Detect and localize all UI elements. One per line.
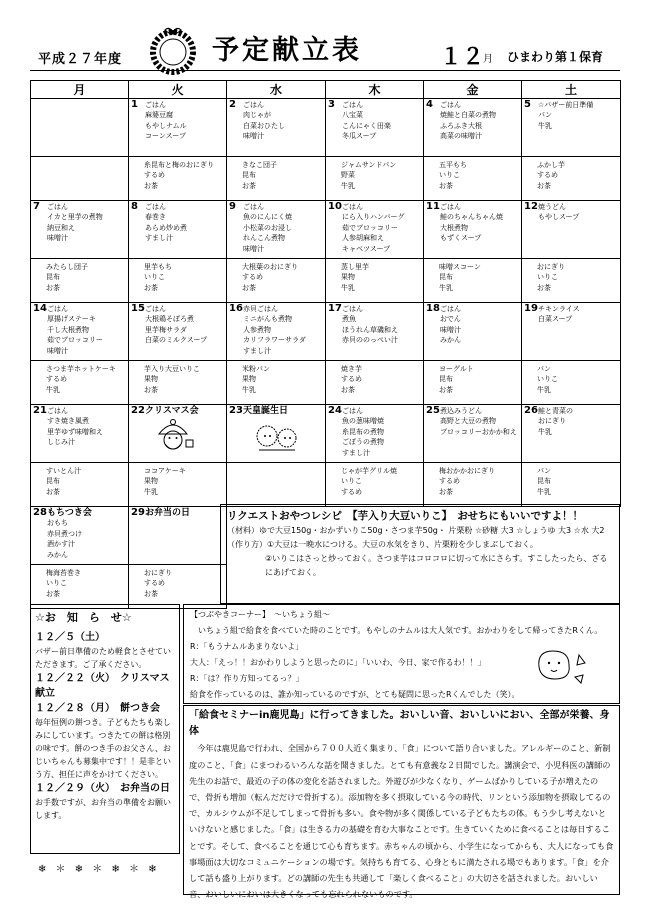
day-number: 14 xyxy=(33,303,47,314)
snack-menu: すいとん汁 昆布 お茶 xyxy=(31,463,129,507)
lunch-menu: ごはん 煮魚 ほうれん草磯和え 赤貝ののっぺい汁 xyxy=(342,305,398,345)
day-cell xyxy=(129,201,227,259)
weekday-wed: 水 xyxy=(227,81,326,99)
lunch-menu: 焼うどん もやしスープ xyxy=(538,203,580,222)
snack-menu: 蒸し里芋 果物 牛乳 xyxy=(326,259,424,303)
day-number: 1 xyxy=(131,99,138,110)
lunch-menu: ごはん にら入りハンバーグ 茹でブロッコリー 人参胡麻和え キャベツスープ xyxy=(342,203,405,253)
day-number: 12 xyxy=(524,201,538,212)
lunch-menu: ごはん 魚のにんにく焼 小松菜のお浸し れんこん煮物 味噌汁 xyxy=(243,203,292,253)
fiscal-year: 平成２７年度 xyxy=(38,52,123,67)
santa-illustration xyxy=(151,418,195,454)
day-cell xyxy=(129,507,227,565)
lunch-menu: ごはん 麻婆豆腐 もやしナムル コーンスープ xyxy=(145,101,187,141)
lunch-menu: ごはん 大根鶏そぼろ煮 里芋梅サラダ 白菜のミルクスープ xyxy=(145,305,208,345)
lunch-menu: ごはん 八宝菜 こんにゃく田楽 冬瓜スープ xyxy=(342,101,391,141)
day-number: 2 xyxy=(229,99,236,110)
day-number: 7 xyxy=(33,201,40,212)
event-label: クリスマス会 xyxy=(145,406,199,416)
weekday-fri: 金 xyxy=(424,81,522,99)
event-label: お弁当の日 xyxy=(145,508,191,518)
snack-menu: みたらし団子 昆布 お茶 xyxy=(31,259,129,303)
day-cell xyxy=(326,405,424,463)
lunch-menu: チキンライス 白菜スープ xyxy=(538,305,580,324)
lunch-menu: ごはん おでん 味噌汁 みかん xyxy=(440,305,461,345)
month-unit: 月 xyxy=(483,54,493,65)
tsubuyaki-heading: 【つぶやきコーナー】 ～いちょう組～ xyxy=(190,610,330,619)
notice-text: お手数ですが、お弁当の準備をお願いします。 xyxy=(35,798,171,820)
snack-menu: 糸昆布と梅のおにぎり するめ お茶 xyxy=(129,157,227,201)
day-cell xyxy=(129,405,227,463)
seminar-heading: 「給食セミナーin鹿児島」に行ってきました。おいしい音、おいしいにおい、全部が栄養、身体 xyxy=(189,710,610,738)
day-cell xyxy=(326,303,424,361)
sheep-illustration xyxy=(249,418,305,458)
day-number: 23 xyxy=(229,405,243,416)
day-number: 3 xyxy=(328,99,335,110)
page-title: 予定献立表 xyxy=(212,35,362,66)
snowflake-decoration: ❄ ＊ ❄ ＊ ❄ ＊ ❄ xyxy=(38,864,160,875)
day-cell xyxy=(31,201,129,259)
empty-cell xyxy=(31,99,129,157)
seminar-box xyxy=(183,705,620,900)
day-number: 10 xyxy=(328,201,342,212)
empty-cell xyxy=(31,157,129,201)
snack-menu: さつま芋ホットケーキ するめ 牛乳 xyxy=(31,361,129,405)
day-cell xyxy=(326,201,424,259)
snack-menu: ふかし芋 するめ お茶 xyxy=(522,157,621,201)
day-cell xyxy=(522,303,621,361)
day-number: 29 xyxy=(131,507,145,518)
day-number: 17 xyxy=(328,303,342,314)
snack-menu: 梅おかかおにぎり するめ お茶 xyxy=(424,463,522,507)
lunch-menu: ごはん 春巻き あらめ炒め煮 すまし汁 xyxy=(145,203,187,243)
day-cell xyxy=(424,405,522,463)
lunch-menu: ごはん 魚の葱味噌焼 糸昆布の煮物 ごぼうの煮物 すまし汁 xyxy=(342,407,384,457)
notice-heading: ☆お 知 ら せ☆ xyxy=(35,611,132,624)
snack-menu: おにぎり するめ お茶 xyxy=(129,565,227,609)
day-number: 15 xyxy=(131,303,145,314)
recipe-title: リクエストおやつレシピ 【芋入り大豆いりこ】 おせちにもいいですよ！！ xyxy=(227,510,584,522)
lunch-menu: ごはん すき焼き風煮 里芋ゆず味噌和え しじみ汁 xyxy=(47,407,103,447)
notice-date: １２／２８（月） 餅つき会 xyxy=(35,703,160,714)
snack-menu: 芋入り大豆いりこ 果物 お茶 xyxy=(129,361,227,405)
day-number: 8 xyxy=(131,201,138,212)
snack-menu: ヨーグルト 昆布 お茶 xyxy=(424,361,522,405)
tsubuyaki-box xyxy=(183,604,620,704)
snack-menu: 大根葉のおにぎり するめ お茶 xyxy=(227,259,326,303)
weekday-mon: 月 xyxy=(31,81,129,99)
lunch-menu: ごはん 焼鮭と白菜の煮物 ふろふき大根 高菜の味噌汁 xyxy=(440,101,496,141)
day-number: 26 xyxy=(524,405,538,416)
lunch-menu: ごはん 鮭のちゃんちゃん焼 大根煮物 もずくスープ xyxy=(440,203,503,243)
day-cell xyxy=(424,201,522,259)
day-number: 5 xyxy=(524,99,531,110)
event-label: 天皇誕生日 xyxy=(243,406,289,416)
lunch-menu: ☆バザー前日準備 パン 牛乳 xyxy=(538,101,594,130)
day-number: 22 xyxy=(131,405,145,416)
tsubuyaki-line: 給食を作っているのは、誰か知っているのですが、とても疑問に思ったRくんでした（笑）。 xyxy=(190,690,520,699)
tsubuyaki-line: 大人：「えっ！！おかわりしようと思ったのに」「いいわ、今日、家で作るわ！！」 xyxy=(190,658,486,667)
day-number: 24 xyxy=(328,405,342,416)
day-cell xyxy=(129,99,227,157)
day-cell xyxy=(522,99,621,157)
lunch-menu: 煮込みうどん 高野と大豆の煮物 ブロッコリーおかか和え xyxy=(440,407,517,436)
lunch-menu: ごはん イカと里芋の煮物 納豆和え 味噌汁 xyxy=(47,203,103,243)
notice-date: １２／２９（火） お弁当の日 xyxy=(35,783,170,794)
dog-illustration xyxy=(529,645,599,689)
header-rule xyxy=(30,70,620,71)
snack-menu: ジャムサンドパン 野菜 牛乳 xyxy=(326,157,424,201)
day-number: 4 xyxy=(426,99,433,110)
day-number: 28 xyxy=(33,507,47,518)
notice-text: バザー前日準備のため軽食とさせていただきます。ご了承ください。 xyxy=(35,647,171,669)
tsubuyaki-line: R：「は？作り方知ってるっ？」 xyxy=(190,674,304,683)
day-cell xyxy=(227,303,326,361)
day-cell xyxy=(129,303,227,361)
day-cell xyxy=(326,99,424,157)
recipe-step-1: （作り方）①大豆は一晩水につける。大豆の水気をきり、片栗粉を少しまぶしておく。 xyxy=(227,540,538,549)
recipe-step-2: ②いりこはさっと炒っておく。さつま芋はコロコロに切って水にさらす。すこしたったら、ざるにあげておく。 xyxy=(265,554,608,577)
lunch-menu: おもち 赤貝煮つけ 酒かす汁 みかん xyxy=(47,519,82,559)
snack-menu: 梅海苔巻き いりこ お茶 xyxy=(31,565,129,609)
snack-menu: ココアケーキ 果物 牛乳 xyxy=(129,463,227,507)
day-number: 9 xyxy=(229,201,236,212)
day-number: 21 xyxy=(33,405,47,416)
notice-text: 毎年恒例の餅つき。子どもたちも楽しみにしています。つきたての餅は格別の味です。餅のつき手のお父さん、おじいちゃんも募集中です！！是非という方、担任に声をかけてください。 xyxy=(35,718,171,779)
day-number: 16 xyxy=(229,303,243,314)
weekday-tue: 火 xyxy=(129,81,227,99)
weekday-sat: 土 xyxy=(522,81,621,99)
day-number: 11 xyxy=(426,201,440,212)
lunch-menu: ごはん 肉じゃが 白菜おひたし 味噌汁 xyxy=(243,101,285,141)
month-number: １２ xyxy=(440,45,485,70)
day-cell xyxy=(424,99,522,157)
day-cell xyxy=(522,405,621,463)
snack-menu: おにぎり いりこ お茶 xyxy=(522,259,621,303)
snack-menu: じゃが芋グリル焼 いりこ するめ xyxy=(326,463,424,507)
snack-menu: 里芋もち いりこ お茶 xyxy=(129,259,227,303)
snack-menu: 焼き芋 するめ お茶 xyxy=(326,361,424,405)
weekday-thu: 木 xyxy=(326,81,424,99)
snack-menu: パン いりこ 牛乳 xyxy=(522,361,621,405)
day-cell xyxy=(522,201,621,259)
seminar-body: 今年は鹿児島で行われ、全国から７００人近く集まり、「食」について語り合いました。アレルギーのこと、新制度のこと、「食」にまつわるいろんな話を聞きました。とても有意義な２日間でした。講演会で、小児科医の講師の先生のお話で、最近の子の体の変化を話されました。外遊びが少なくなり、ゲームばかりしている子が増えたので、骨折も増加（転んだだけで骨折する）。添加物を多く摂取している今の時代、リンという添加物を摂取してるので、カルシウムが不足してしまって骨折も多い。食や物が多く関係している子どもたちの体。もう少し考えないといけないと感じました。「食」は生きる力の基礎を育む大事なことです。生きていくために食べることは毎日することです。そして、食べることを通じて心も育ちます。赤ちゃんの頃から、小学生になってからも、大人になっても食事場面は大切なコミュニケーションの場です。気持ちも育てる、心身ともに満たされる場でもあります。「食」を介して話も盛り上がります。どの講師の先生も共通して「楽しく食べること」の大切さを話されました。おいしい音、おいしいにおいは大きくなっても忘れられないものです。 xyxy=(189,743,614,900)
day-cell xyxy=(31,405,129,463)
day-cell xyxy=(31,303,129,361)
snack-menu: きなこ団子 昆布 お茶 xyxy=(227,157,326,201)
tsubuyaki-line: いちょう組で給食を食べていた時のことです。もやしのナムルは大人気です。おかわりをして帰ってきたRくん。 xyxy=(198,626,603,635)
empty-cell xyxy=(227,463,326,507)
lunch-menu: 鮭と青菜の おにぎり 牛乳 xyxy=(538,407,573,436)
school-name: ひまわり第１保育 xyxy=(507,50,604,64)
snack-menu: パン 昆布 牛乳 xyxy=(522,463,621,507)
recipe-ingredients: （材料）ゆで大豆150g・おかずいりこ50g・さつま芋50g・ 片栗粉 ☆砂糖 大3 ☆しょうゆ 大3 ☆水 大2 xyxy=(227,526,605,535)
snack-menu: 米粉パン 果物 牛乳 xyxy=(227,361,326,405)
day-cell xyxy=(424,303,522,361)
day-cell xyxy=(227,405,326,463)
day-cell xyxy=(227,99,326,157)
day-number: 25 xyxy=(426,405,440,416)
lunch-menu: ごはん 厚揚げステーキ 千し大根煮物 茹でブロッコリー 味噌汁 xyxy=(47,305,103,355)
day-number: 18 xyxy=(426,303,440,314)
day-cell xyxy=(31,507,129,565)
lunch-menu: 赤貝ごはん ミニがんも煮物 人参煮物 カリフラワーサラダ すまし汁 xyxy=(243,305,306,355)
day-number: 19 xyxy=(524,303,538,314)
day-cell xyxy=(227,201,326,259)
snack-menu: 五平もち いりこ お茶 xyxy=(424,157,522,201)
notice-date: １２／２２（火） クリスマス献立 xyxy=(35,673,170,699)
tsubuyaki-line: R：「もうナムルあまりないよ」 xyxy=(190,642,304,651)
recipe-box xyxy=(220,504,620,604)
event-label: もちつき会 xyxy=(47,508,92,518)
snack-menu: 味噌スコーン 昆布 牛乳 xyxy=(424,259,522,303)
notice-date: １２／５（土） xyxy=(35,632,105,643)
notice-box xyxy=(30,604,180,854)
